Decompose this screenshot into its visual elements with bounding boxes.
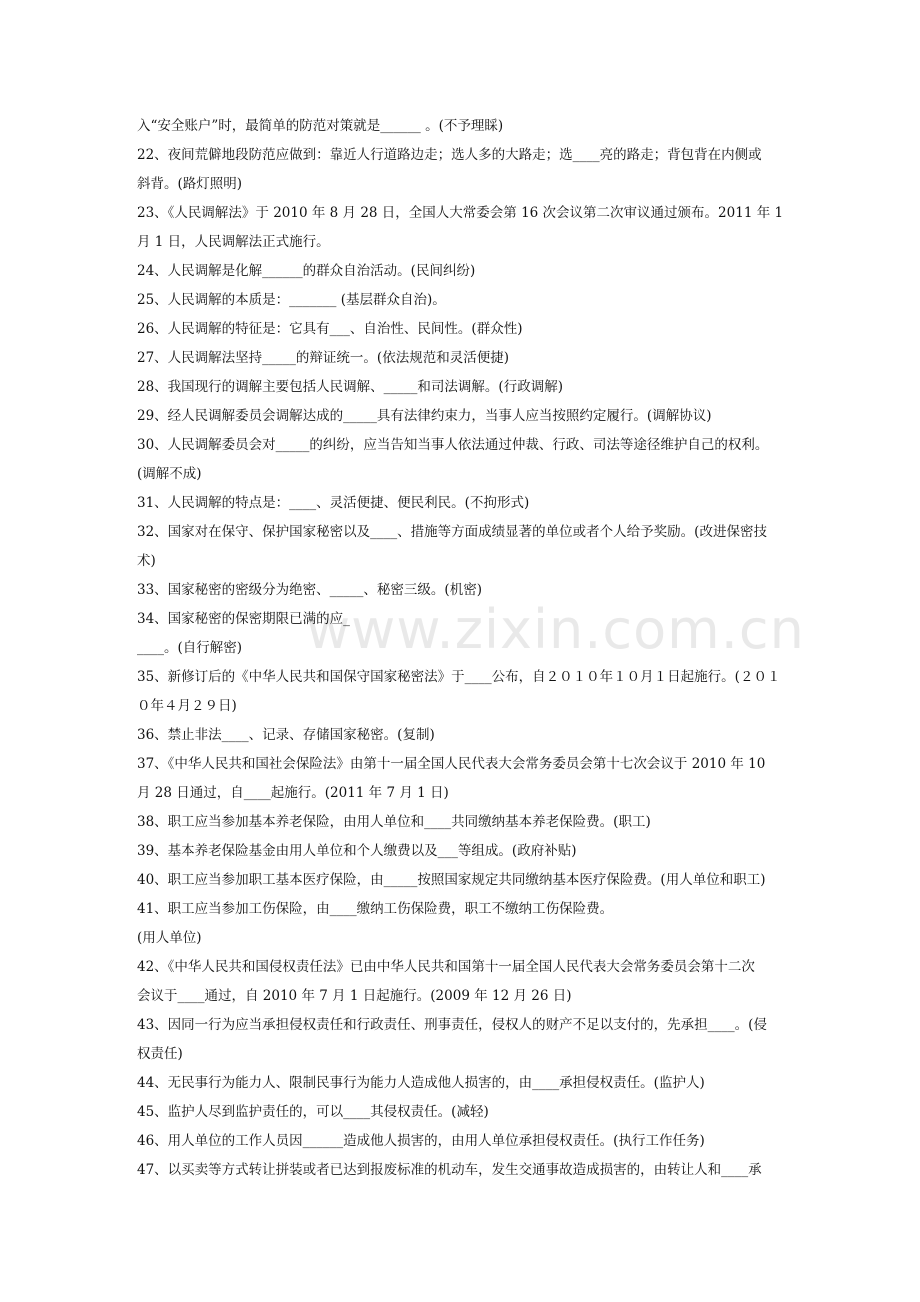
text-line: ０年４月２９日) bbox=[137, 698, 237, 714]
text-line: 36、禁止非法____、记录、存储国家秘密。(复制) bbox=[137, 727, 435, 743]
text-line: 22、夜间荒僻地段防范应做到：靠近人行道路边走；选人多的大路走；选____亮的路走；背包背在内侧或 bbox=[137, 147, 762, 163]
text-line: 41、职工应当参加工伤保险，由____缴纳工伤保险费，职工不缴纳工伤保险费。 bbox=[137, 901, 614, 917]
text-line: 42、《中华人民共和国侵权责任法》已由中华人民共和国第十一届全国人民代表大会常务委员会第十二次 bbox=[137, 959, 755, 975]
document-body bbox=[137, 112, 787, 1185]
text-line: 43、因同一行为应当承担侵权责任和行政责任、刑事责任，侵权人的财产不足以支付的，先承担____。(侵 bbox=[137, 1017, 767, 1033]
text-line: 46、用人单位的工作人员因______造成他人损害的，由用人单位承担侵权责任。(执行工作任务) bbox=[137, 1133, 705, 1149]
text-line: ____。(自行解密) bbox=[137, 640, 243, 656]
text-line: 28、我国现行的调解主要包括人民调解、_____和司法调解。(行政调解) bbox=[137, 379, 563, 395]
text-line: 39、基本养老保险基金由用人单位和个人缴费以及___等组成。(政府补贴) bbox=[137, 843, 577, 859]
text-line: 44、无民事行为能力人、限制民事行为能力人造成他人损害的，由____承担侵权责任。(监护人) bbox=[137, 1075, 705, 1091]
text-line: 权责任) bbox=[137, 1046, 183, 1062]
text-line: 会议于____通过，自 2010 年 7 月 1 日起施行。(2009 年 12 月 26 日) bbox=[137, 988, 572, 1004]
text-line: 35、新修订后的《中华人民共和国保守国家秘密法》于____公布，自２０１０年１０月１日起施行。(２０１ bbox=[137, 669, 781, 685]
text-line: 29、经人民调解委员会调解达成的_____具有法律约束力，当事人应当按照约定履行。(调解协议) bbox=[137, 408, 712, 424]
text-line: 斜背。(路灯照明) bbox=[137, 176, 243, 192]
text-line: 37、《中华人民共和国社会保险法》由第十一届全国人民代表大会常务委员会第十七次会议于 2010 年 10 bbox=[137, 756, 766, 772]
text-line: 24、人民调解是化解______的群众自治活动。(民间纠纷) bbox=[137, 263, 476, 279]
text-line: 40、职工应当参加职工基本医疗保险，由_____按照国家规定共同缴纳基本医疗保险费。(用人单位和职工) bbox=[137, 872, 766, 888]
text-line: 34、国家秘密的保密期限已满的应_ bbox=[137, 611, 350, 627]
text-line: 45、监护人尽到监护责任的，可以____其侵权责任。(减轻) bbox=[137, 1104, 489, 1120]
text-line: 23、《人民调解法》于 2010 年 8 月 28 日，全国人大常委会第 16 次会议第二次审议通过颁布。2011 年 1 bbox=[137, 205, 784, 221]
text-line: 38、职工应当参加基本养老保险，由用人单位和____共同缴纳基本养老保险费。(职工) bbox=[137, 814, 651, 830]
text-line: 27、人民调解法坚持_____的辩证统一。(依法规范和灵活便捷) bbox=[137, 350, 509, 366]
text-line: (用人单位) bbox=[137, 930, 202, 946]
text-line: 47、以买卖等方式转让拼装或者已达到报废标准的机动车，发生交通事故造成损害的，由转让人和____承 bbox=[137, 1162, 762, 1178]
text-line: 31、人民调解的特点是：____、灵活便捷、便民利民。(不拘形式) bbox=[137, 495, 530, 511]
text-line: 月 28 日通过，自____起施行。(2011 年 7 月 1 日) bbox=[137, 785, 449, 801]
text-line: 入“安全账户”时，最简单的防范对策就是______ 。(不予理睬) bbox=[137, 118, 504, 134]
text-line: 术) bbox=[137, 553, 156, 569]
text-line: 30、人民调解委员会对_____的纠纷，应当告知当事人依法通过仲裁、行政、司法等途径维护自己的权利。 bbox=[137, 437, 769, 453]
watermark: www.zixin.com.cn bbox=[306, 598, 805, 661]
text-line: 月 1 日，人民调解法正式施行。 bbox=[137, 234, 330, 250]
text-line: 26、人民调解的特征是：它具有___、自治性、民间性。(群众性) bbox=[137, 321, 523, 337]
text-line: 32、国家对在保守、保护国家秘密以及____、措施等方面成绩显著的单位或者个人给予奖励。(改进保密技 bbox=[137, 524, 767, 540]
text-line: 25、人民调解的本质是：_______ (基层群众自治)。 bbox=[137, 292, 446, 308]
text-line: 33、国家秘密的密级分为绝密、_____、秘密三级。(机密) bbox=[137, 582, 482, 598]
text-line: (调解不成) bbox=[137, 466, 202, 482]
